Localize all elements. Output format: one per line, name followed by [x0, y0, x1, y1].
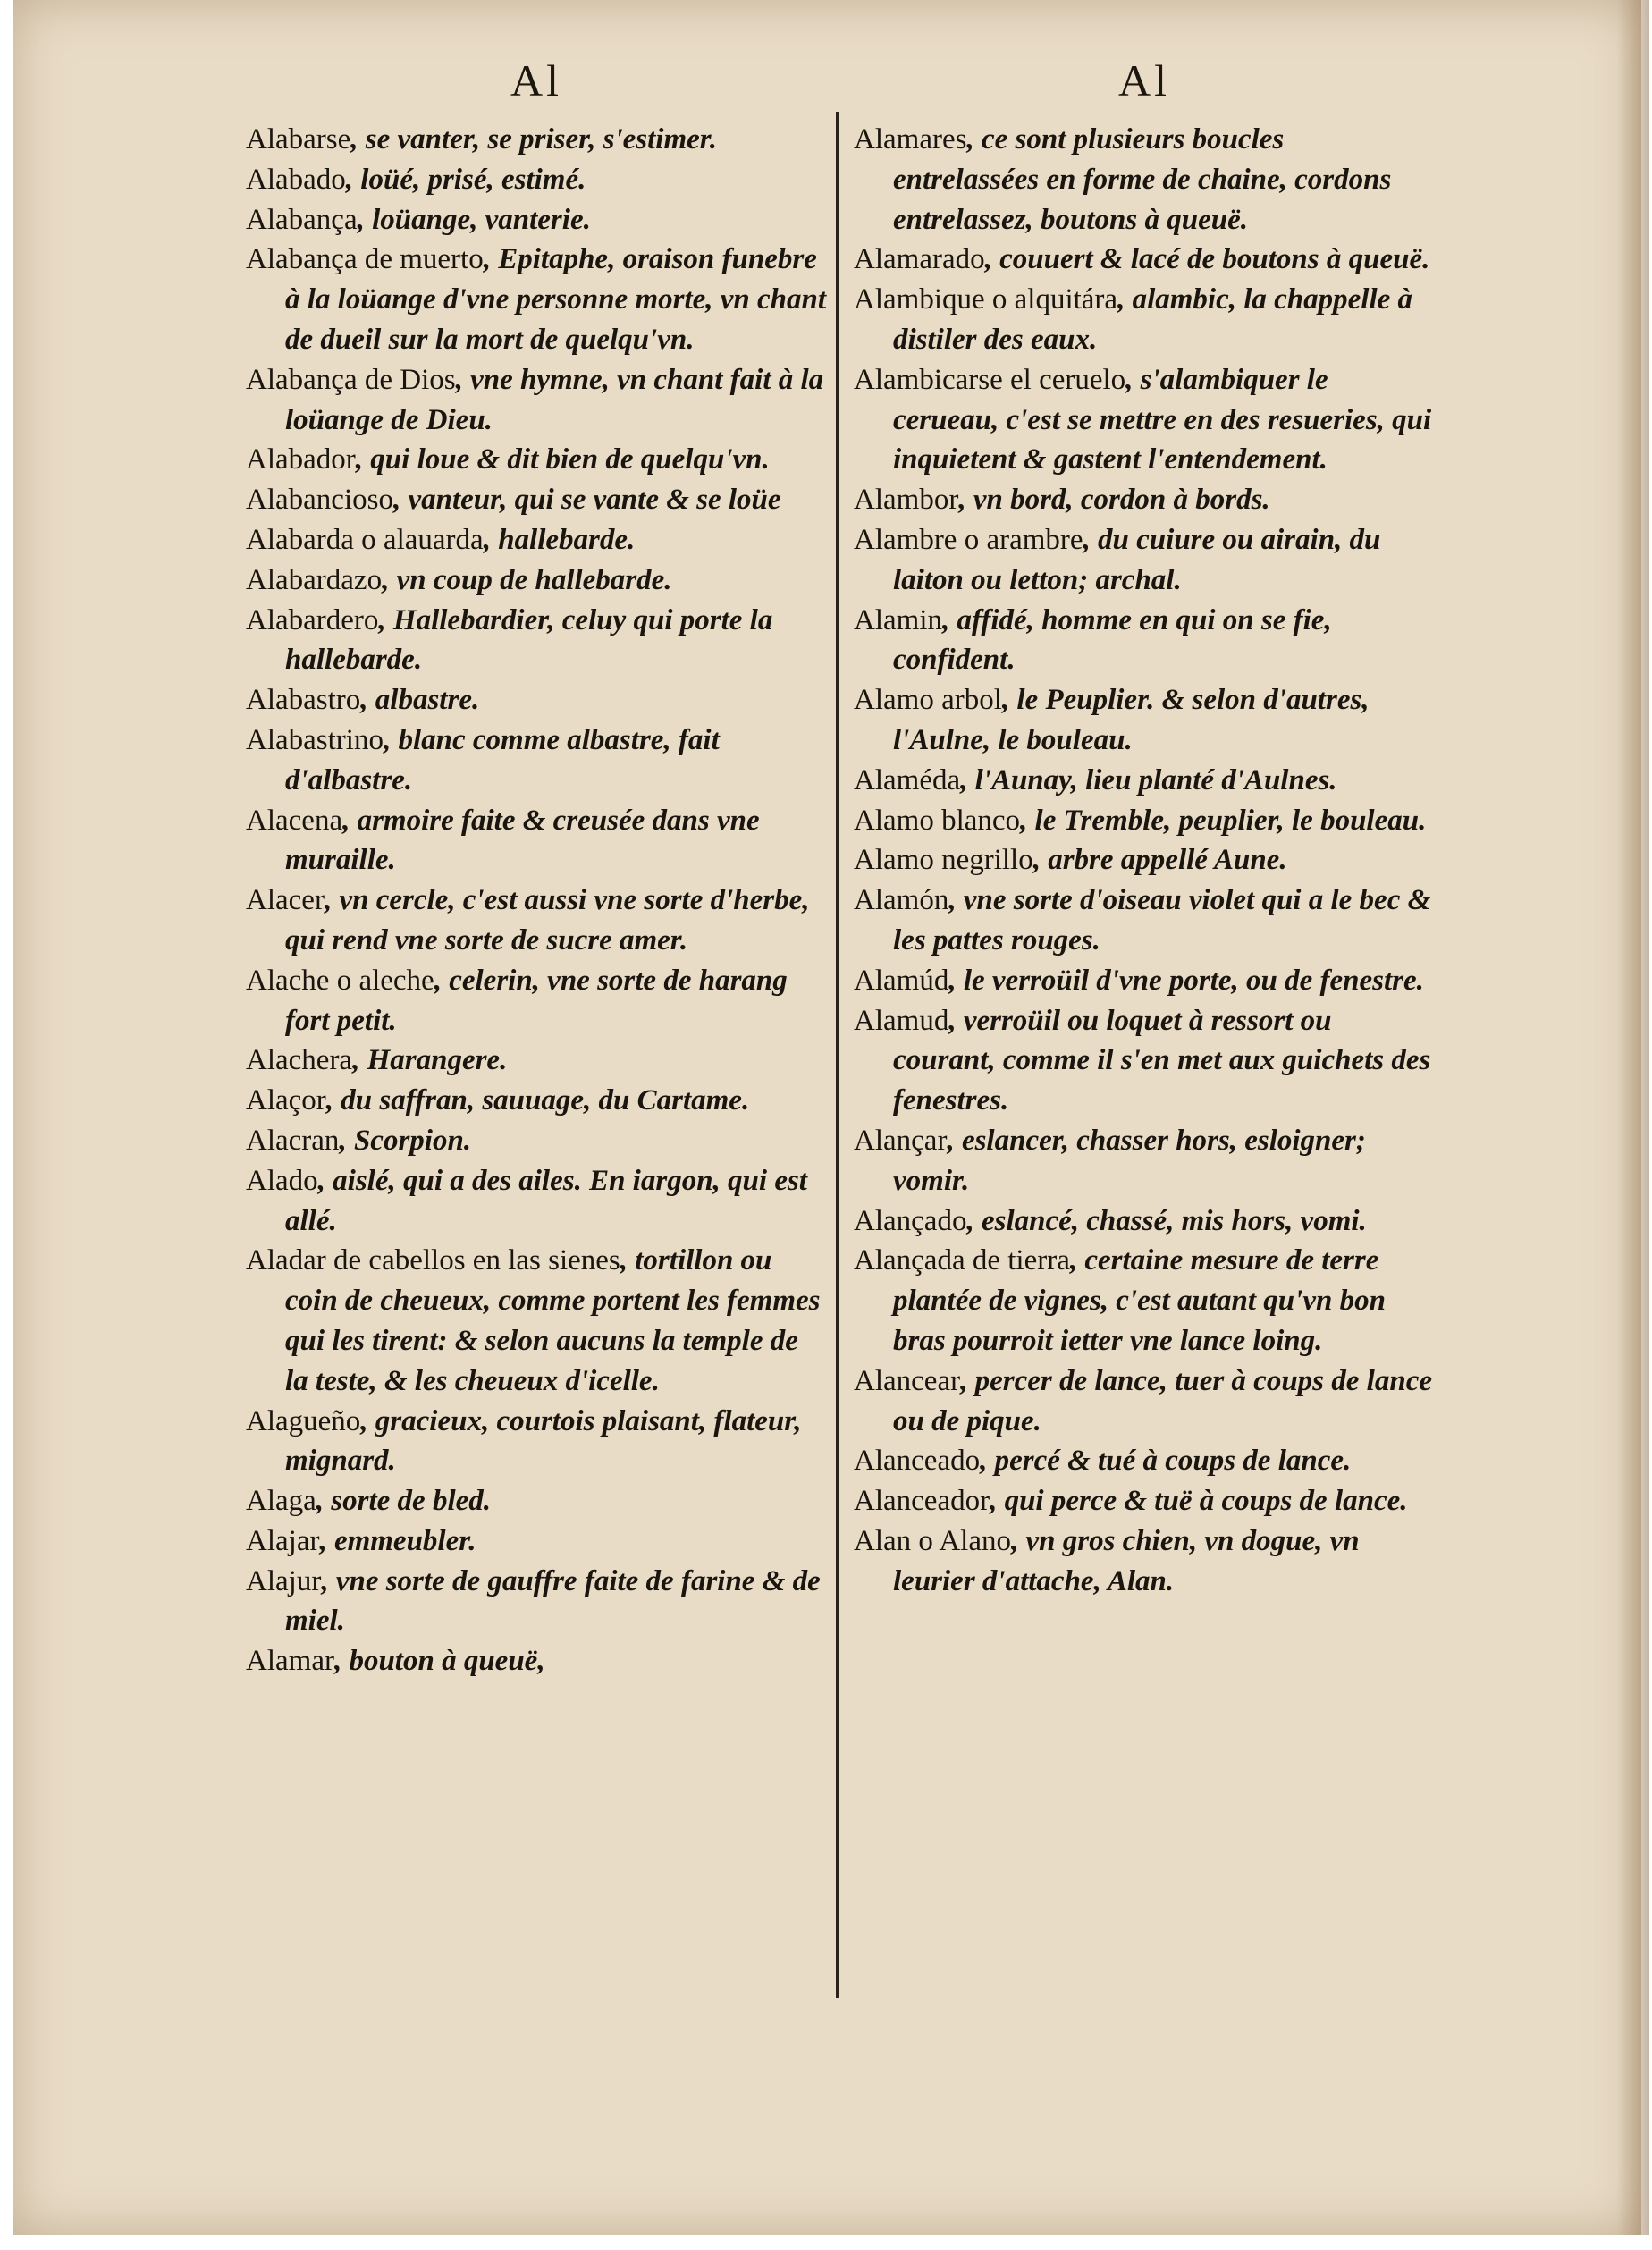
- entry-headword: Alabança de muerto: [246, 243, 484, 276]
- entry-headword: Alacena: [246, 804, 343, 837]
- entry-definition: , eslancer, chasser hors, esloigner; vomir.: [893, 1124, 1366, 1197]
- entry-headword: Alançada de tierra: [854, 1244, 1070, 1277]
- dictionary-entry: [246, 480, 827, 520]
- dictionary-entry: [854, 1001, 1435, 1121]
- entry-headword: Alagueño: [246, 1404, 361, 1437]
- entry-definition: , certaine mesure de terre plantée de vignes, c'est autant qu'vn bon bras pourroit ietter vne lance loing.: [893, 1244, 1386, 1357]
- dictionary-entry: [854, 840, 1435, 881]
- entry-headword: Alamo negrillo: [854, 844, 1033, 877]
- dictionary-entry: [246, 1641, 827, 1681]
- entry-headword: Alamo arbol: [854, 684, 1002, 717]
- entry-definition: , percé & tué à coups de lance.: [980, 1445, 1352, 1478]
- entry-headword: Alabardero: [246, 603, 379, 636]
- dictionary-entry: [246, 1161, 827, 1242]
- entry-definition: , verroüil ou loquet à ressort ou courant, comme il s'en met aux guichets des fenestres.: [893, 1004, 1431, 1117]
- entry-definition: , gracieux, courtois plaisant, flateur, mignard.: [285, 1404, 802, 1478]
- entry-headword: Alachera: [246, 1044, 353, 1077]
- entry-definition: , alambic, la chappelle à distiler des eaux.: [893, 283, 1413, 356]
- entry-definition: , qui perce & tuë à coups de lance.: [990, 1485, 1408, 1518]
- dictionary-entry: [246, 240, 827, 359]
- entry-headword: Aladar de cabellos en las sienes: [246, 1244, 620, 1277]
- entry-headword: Alamin: [854, 603, 942, 636]
- dictionary-entry: [854, 881, 1435, 961]
- entry-definition: , percer de lance, tuer à coups de lance ou de pique.: [893, 1364, 1432, 1437]
- entry-headword: Alabador: [246, 443, 356, 476]
- dictionary-entry: [246, 120, 827, 160]
- dictionary-entry: [854, 1241, 1435, 1361]
- entry-definition: , vne sorte de gauffre faite de farine & de miel.: [285, 1564, 821, 1638]
- dictionary-entry: [246, 360, 827, 441]
- dictionary-entry: [246, 801, 827, 881]
- entry-definition: , le Tremble, peuplier, le bouleau.: [1020, 804, 1427, 837]
- entry-headword: Alanceado: [854, 1445, 981, 1478]
- entry-definition: , tortillon ou coin de cheueux, comme portent les femmes qui les tirent: & selon aucuns la temple de la teste, & les cheueux d'icelle.: [285, 1244, 821, 1397]
- dictionary-entry: [246, 1402, 827, 1482]
- dictionary-entry: [854, 1441, 1435, 1481]
- dictionary-entry: [246, 440, 827, 480]
- entry-headword: Alamar: [246, 1645, 334, 1678]
- entry-headword: Alamo blanco: [854, 804, 1021, 837]
- entry-definition: , loüange, vanterie.: [357, 203, 591, 236]
- dictionary-entry: [854, 360, 1435, 480]
- dictionary-entry: [246, 560, 827, 601]
- entry-headword: Alabarse: [246, 123, 351, 156]
- entry-headword: Alamud: [854, 1004, 949, 1037]
- entry-headword: Alabardazo: [246, 563, 383, 596]
- entry-headword: Alamúd: [854, 964, 949, 997]
- entry-headword: Alamón: [854, 884, 949, 917]
- left-entries: [246, 120, 827, 1681]
- entry-definition: , vne hymne, vn chant fait à la loüange de Dieu.: [285, 363, 824, 436]
- entry-definition: , l'Aunay, lieu planté d'Aulnes.: [960, 763, 1337, 796]
- entry-definition: , couuert & lacé de boutons à queuë.: [984, 243, 1430, 276]
- entry-definition: , le verroüil d'vne porte, ou de fenestre.: [948, 964, 1424, 997]
- entry-definition: , armoire faite & creusée dans vne muraille.: [285, 804, 760, 877]
- entry-headword: Alaçor: [246, 1084, 326, 1117]
- entry-definition: , Epitaphe, oraison funebre à la loüange d'vne personne morte, vn chant de dueil sur la mort de quelqu'vn.: [285, 243, 827, 356]
- entry-definition: , vn bord, cordon à bords.: [958, 484, 1270, 517]
- entry-headword: Alabancioso: [246, 484, 393, 517]
- dictionary-entry: [246, 1241, 827, 1401]
- dictionary-entry: [246, 200, 827, 240]
- dictionary-entry: [854, 1521, 1435, 1602]
- dictionary-entry: [246, 1521, 827, 1562]
- dictionary-entry: [854, 961, 1435, 1001]
- dictionary-entry: [854, 761, 1435, 801]
- right-column: [854, 54, 1435, 1601]
- entry-definition: , vanteur, qui se vante & se loüe: [392, 484, 781, 517]
- entry-headword: Alambique o alquitára: [854, 283, 1118, 316]
- entry-definition: , celerin, vne sorte de harang fort petit.: [285, 964, 788, 1037]
- entry-headword: Alabastrino: [246, 723, 384, 756]
- entry-headword: Alache o aleche: [246, 964, 434, 997]
- dictionary-entry: [854, 801, 1435, 841]
- column-divider: [836, 112, 839, 1998]
- dictionary-entry: [854, 1121, 1435, 1201]
- entry-headword: Alabado: [246, 163, 346, 196]
- entry-definition: , du cuiure ou airain, du laiton ou letton; archal.: [893, 523, 1381, 596]
- dictionary-entry: [854, 240, 1435, 280]
- dictionary-entry: [246, 1041, 827, 1081]
- dictionary-entry: [854, 520, 1435, 601]
- entry-headword: Alabarda o alauarda: [246, 523, 484, 556]
- dictionary-entry: [246, 881, 827, 961]
- dictionary-entry: [854, 280, 1435, 360]
- dictionary-entry: [854, 1481, 1435, 1521]
- entry-definition: , loüé, prisé, estimé.: [345, 163, 586, 196]
- entry-definition: , albastre.: [360, 684, 480, 717]
- dictionary-entry: [854, 1361, 1435, 1442]
- page-edge-shadow: [1617, 0, 1649, 2235]
- dictionary-entry: [246, 1481, 827, 1521]
- dictionary-entry: [246, 1081, 827, 1121]
- entry-definition: , vn coup de hallebarde.: [382, 563, 672, 596]
- entry-headword: Alado: [246, 1164, 318, 1197]
- entry-definition: , blanc comme albastre, fait d'albastre.: [285, 723, 720, 796]
- entry-headword: Alambre o arambre: [854, 523, 1083, 556]
- left-column: [246, 54, 827, 1681]
- entry-headword: Alan o Alano: [854, 1524, 1011, 1557]
- dictionary-entry: [246, 160, 827, 200]
- entry-definition: , sorte de bled.: [316, 1485, 492, 1518]
- entry-definition: , se vanter, se priser, s'estimer.: [350, 123, 718, 156]
- entry-headword: Alabastro: [246, 684, 361, 717]
- entry-headword: Alabança: [246, 203, 358, 236]
- entry-definition: , s'alambiquer le cerueau, c'est se mettre en des resueries, qui inquietent & gastent l'entendement.: [893, 363, 1432, 476]
- dictionary-entry: [854, 480, 1435, 520]
- entry-headword: Alaméda: [854, 763, 961, 796]
- entry-headword: Alacer: [246, 884, 324, 917]
- entry-definition: , emmeubler.: [319, 1524, 476, 1557]
- dictionary-entry: [854, 1201, 1435, 1242]
- entry-definition: , du saffran, sauuage, du Cartame.: [325, 1084, 750, 1117]
- entry-definition: , affidé, homme en qui on se fie, confident.: [893, 603, 1332, 677]
- entry-definition: , hallebarde.: [483, 523, 636, 556]
- dictionary-entry: [246, 601, 827, 681]
- dictionary-entry: [246, 520, 827, 560]
- right-running-header: Al: [1118, 55, 1170, 105]
- right-entries: [854, 120, 1435, 1601]
- entry-definition: , aislé, qui a des ailes. En iargon, qui est allé.: [285, 1164, 807, 1237]
- entry-headword: Alajar: [246, 1524, 320, 1557]
- entry-definition: , Scorpion.: [339, 1124, 472, 1157]
- dictionary-entry: [246, 961, 827, 1041]
- entry-definition: , qui loue & dit bien de quelqu'vn.: [355, 443, 770, 476]
- entry-definition: , bouton à queuë,: [333, 1645, 545, 1678]
- entry-headword: Alajur: [246, 1564, 322, 1597]
- entry-headword: Alabança de Dios: [246, 363, 456, 396]
- dictionary-entry: [854, 601, 1435, 681]
- entry-definition: , Hallebardier, celuy qui porte la hallebarde.: [285, 603, 773, 677]
- dictionary-entry: [246, 721, 827, 801]
- entry-headword: Alamares: [854, 123, 967, 156]
- entry-headword: Alançar: [854, 1124, 948, 1157]
- entry-definition: , vn gros chien, vn dogue, vn leurier d'attache, Alan.: [893, 1524, 1360, 1597]
- entry-headword: Alacran: [246, 1124, 340, 1157]
- entry-headword: Alanceador: [854, 1485, 990, 1518]
- entry-definition: , le Peuplier. & selon d'autres, l'Aulne, le bouleau.: [893, 684, 1370, 756]
- dictionary-entry: [246, 1562, 827, 1642]
- entry-headword: Alancear: [854, 1364, 961, 1397]
- entry-definition: , vn cercle, c'est aussi vne sorte d'herbe, qui rend vne sorte de sucre amer.: [285, 884, 810, 956]
- entry-headword: Alançado: [854, 1204, 967, 1237]
- dictionary-entry: [854, 120, 1435, 240]
- entry-definition: , eslancé, chassé, mis hors, vomi.: [966, 1204, 1367, 1237]
- dictionary-entry: [854, 680, 1435, 761]
- entry-definition: , ce sont plusieurs boucles entrelassées en forme de chaine, cordons entrelassez, boutons à queuë.: [893, 123, 1392, 236]
- entry-headword: Alambor: [854, 484, 959, 517]
- entry-definition: , vne sorte d'oiseau violet qui a le bec & les pattes rouges.: [893, 884, 1431, 956]
- left-running-header: Al: [510, 55, 562, 105]
- entry-headword: Alamarado: [854, 243, 985, 276]
- entry-headword: Alaga: [246, 1485, 316, 1518]
- entry-definition: , arbre appellé Aune.: [1032, 844, 1287, 877]
- dictionary-entry: [246, 1121, 827, 1161]
- entry-headword: Alambicarse el ceruelo: [854, 363, 1126, 396]
- dictionary-entry: [246, 680, 827, 721]
- entry-definition: , Harangere.: [352, 1044, 508, 1077]
